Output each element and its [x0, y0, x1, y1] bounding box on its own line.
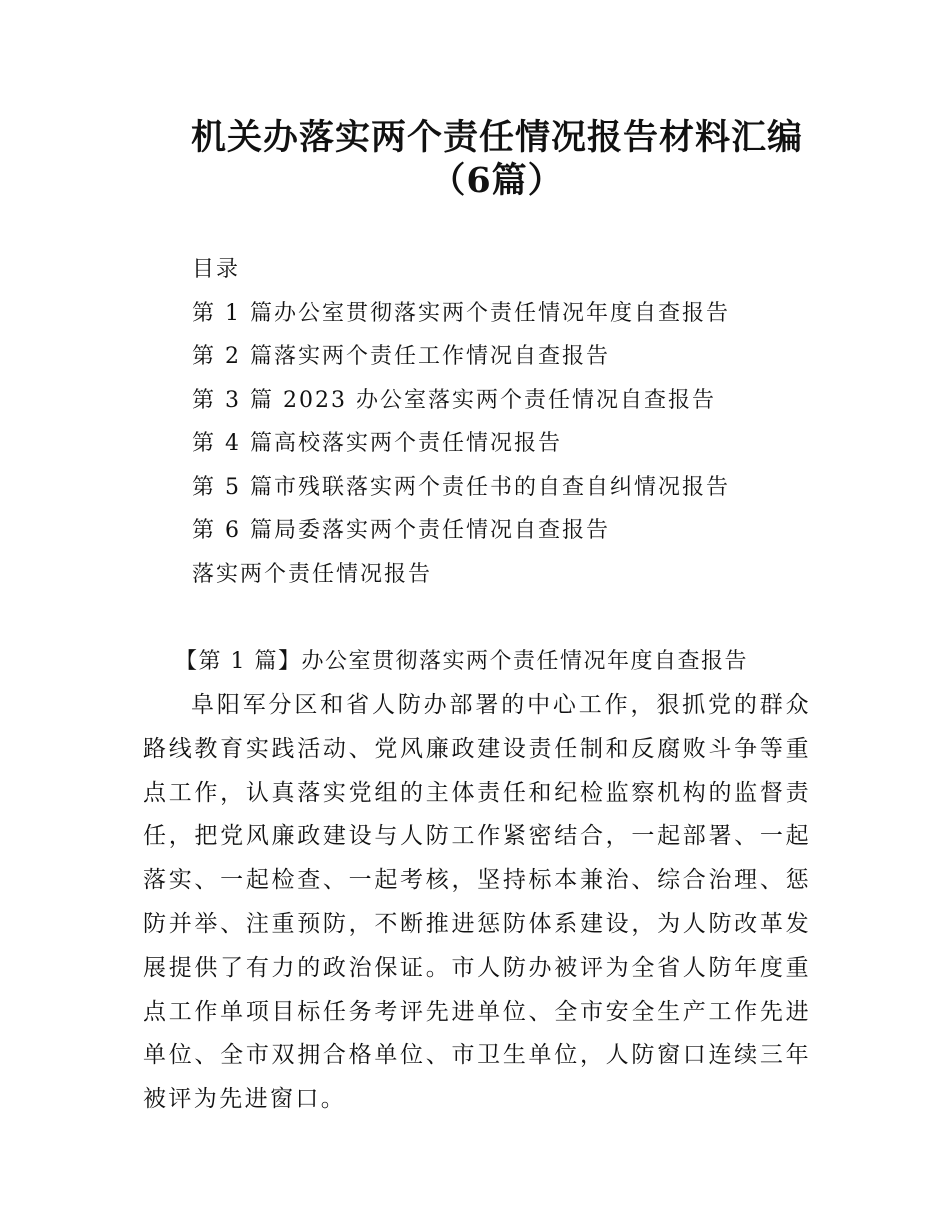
toc-item: 第 6 篇局委落实两个责任情况自查报告: [192, 518, 610, 543]
toc-item: 第 2 篇落实两个责任工作情况自查报告: [192, 344, 610, 369]
toc-item: 第 5 篇市残联落实两个责任书的自查自纠情况报告: [192, 474, 730, 500]
table-of-contents: [192, 248, 730, 596]
section-heading: 【第 1 篇】办公室贯彻落实两个责任情况年度自查报告: [175, 649, 748, 674]
document-title-subtitle: （6篇）: [430, 160, 564, 201]
toc-heading: 目录: [192, 257, 241, 282]
toc-item: 落实两个责任情况报告: [192, 561, 433, 587]
toc-item: 第 4 篇高校落实两个责任情况报告: [192, 431, 562, 456]
document-title: 机关办落实两个责任情况报告材料汇编: [190, 117, 803, 158]
toc-item: 第 1 篇办公室贯彻落实两个责任情况年度自查报告: [192, 300, 730, 326]
toc-item: 第 3 篇 2023 办公室落实两个责任情况自查报告: [192, 387, 716, 413]
body-paragraph: 阜阳军分区和省人防办部署的中心工作，狠抓党的群众路线教育实践活动、党风廉政建设责任制和反腐败斗争等重点工作，认真落实党组的主体责任和纪检监察机构的监督责任，把党风廉政建设与人防工作紧密结合，一起部署、一起落实、一起检查、一起考核，坚持标本兼治、综合治理、惩防并举、注重预防，不断推进惩防体系建设，为人防改革发展提供了有力的政治保证。市人防办被评为全省人防年度重点工作单项目标任务考评先进单位、全市安全生产工作先进单位、全市双拥合格单位、市卫生单位，人防窗口连续三年被评为先进窗口。: [143, 692, 811, 1113]
